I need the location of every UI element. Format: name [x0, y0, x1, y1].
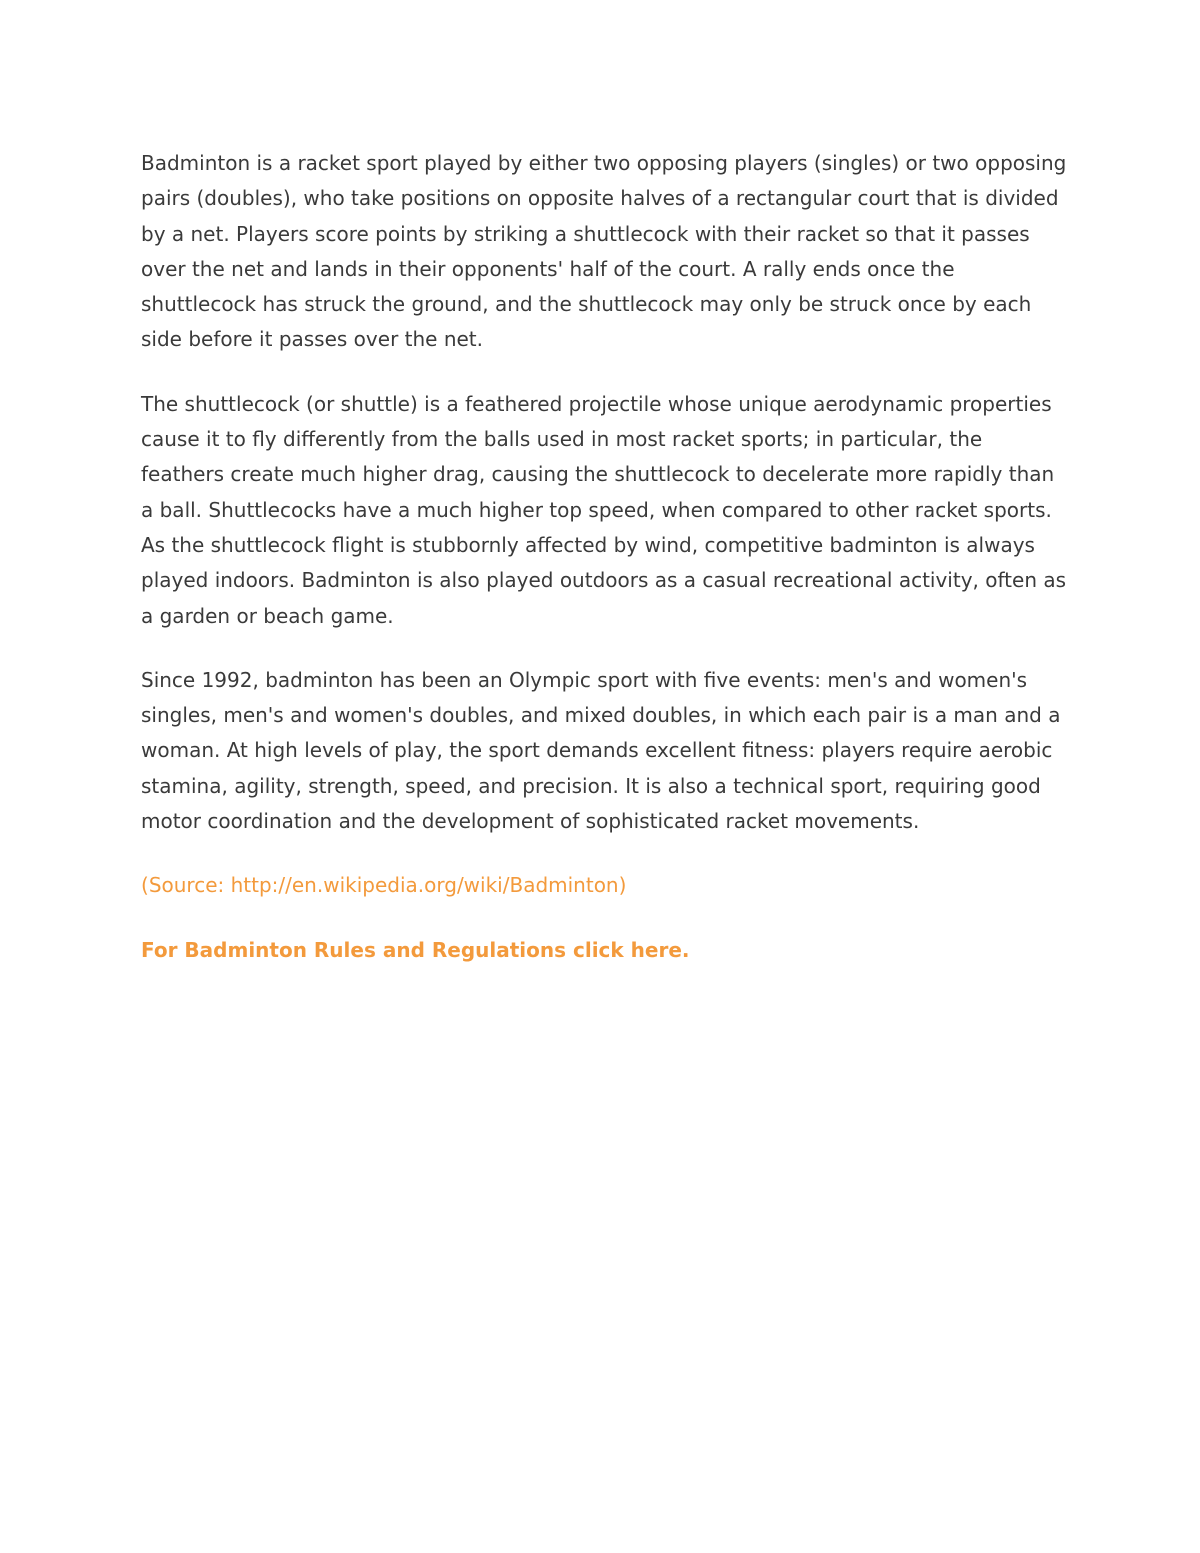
source-open-paren: (	[141, 873, 149, 898]
source-citation	[141, 868, 1071, 903]
source-link-label: Source:	[148, 873, 231, 898]
paragraph-intro: Badminton is a racket sport played by either two opposing players (singles) or two opposing pairs (doubles), who take positions on opposite halves of a rectangular court that is divided by a net. Players score points by striking a shuttlecock with their racket so that it passes over the net and lands in their opponents' half of the court. A rally ends once the shuttlecock has struck the ground, and the shuttlecock may only be struck once by each side before it passes over the net.	[141, 151, 1067, 352]
source-close-paren: )	[618, 873, 627, 898]
paragraph-olympic: Since 1992, badminton has been an Olympic sport with five events: men's and women's singles, men's and women's doubles, and mixed doubles, in which each pair is a man and a woman. At high levels of play, the sport demands excellent fitness: players require aerobic stamina, agility, strength, speed, and precision. It is also a technical sport, requiring good motor coordination and the development of sophisticated racket movements.	[141, 667, 1061, 834]
source-link-url: http://en.wikipedia.org/wiki/Badminton	[230, 873, 619, 898]
paragraph-shuttlecock: The shuttlecock (or shuttle) is a feathered projectile whose unique aerodynamic properties cause it to fly differently from the balls used in most racket sports; in particular, the feathers create much higher drag, causing the shuttlecock to decelerate more rapidly than a ball. Shuttlecocks have a much higher top speed, when compared to other racket sports. As the shuttlecock flight is stubbornly affected by wind, competitive badminton is always played indoors. Badminton is also played outdoors as a casual recreational activity, often as a garden or beach game.	[141, 391, 1067, 628]
document-body	[141, 146, 1071, 968]
source-link[interactable]	[149, 873, 619, 897]
rules-link[interactable]: For Badminton Rules and Regulations click here.	[141, 937, 690, 962]
